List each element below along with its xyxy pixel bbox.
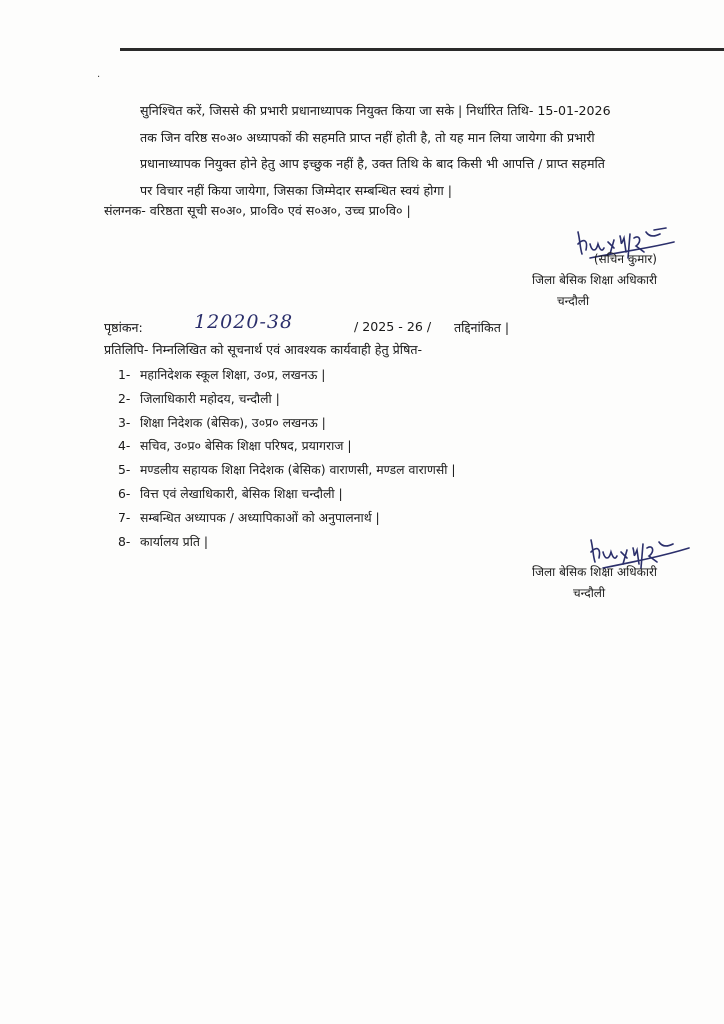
list-item-number: 8-: [118, 533, 131, 549]
list-item-text: वित्त एवं लेखाधिकारी, बेसिक शिक्षा चन्दौली |: [140, 485, 343, 501]
officer-place: चन्दौली: [573, 586, 606, 600]
margin-mark: ·: [97, 72, 101, 83]
signature-block-1: [532, 249, 657, 312]
list-item-text: कार्यालय प्रति |: [140, 533, 209, 549]
reference-label: पृष्ठांकन:: [104, 320, 143, 335]
list-item: [118, 509, 456, 533]
list-item: [118, 390, 456, 414]
body-paragraph: [140, 98, 680, 204]
attachment-line: संलग्नक- वरिष्ठता सूची स०अ०, प्रा०वि० एवं स०अ०, उच्च प्रा०वि० |: [104, 203, 411, 218]
list-item-number: 1-: [118, 367, 131, 382]
list-item: [118, 485, 456, 509]
paragraph-line: सुनिश्चित करें, जिससे की प्रभारी प्रधानाध्यापक नियुक्त किया जा सके | निर्धारित तिथि- 15-01-2026: [140, 103, 611, 118]
list-item-number: 3-: [118, 414, 131, 430]
paragraph-line: प्रधानाध्यापक नियुक्त होने हेतु आप इच्छुक नहीं है, उक्त तिथि के बाद किसी भी आपत्ति / प्राप्त सहमति: [140, 156, 605, 171]
reference-year: / 2025 - 26 /: [354, 319, 432, 334]
list-item-number: 5-: [118, 462, 131, 478]
list-item: [118, 461, 456, 485]
officer-name: (सचिन कुमार): [593, 252, 657, 266]
top-border-line: [120, 48, 724, 51]
list-item-number: 4-: [118, 438, 131, 454]
list-item-number: 2-: [118, 390, 131, 406]
list-item-number: 6-: [118, 485, 131, 501]
paragraph-line: पर विचार नहीं किया जायेगा, जिसका जिम्मेदार सम्बन्धित स्वयं होगा |: [140, 182, 452, 198]
list-item: [118, 366, 456, 390]
list-item-text: मण्डलीय सहायक शिक्षा निदेशक (बेसिक) वाराणसी, मण्डल वाराणसी |: [140, 462, 456, 478]
copy-heading: प्रतिलिपि- निम्नलिखित को सूचनार्थ एवं आवश्यक कार्यवाही हेतु प्रेषित-: [104, 342, 423, 357]
paragraph-line: तक जिन वरिष्ठ स०अ० अध्यापकों की सहमति प्राप्त नहीं होती है, तो यह मान लिया जायेगा की प्रभारी: [140, 129, 595, 145]
list-item-text: जिलाधिकारी महोदय, चन्दौली |: [140, 390, 280, 406]
list-item-number: 7-: [118, 509, 131, 525]
officer-place: चन्दौली: [557, 294, 590, 308]
copy-recipient-list: [118, 366, 456, 556]
list-item: [118, 533, 456, 557]
list-item: [118, 437, 456, 461]
list-item: [118, 414, 456, 438]
officer-designation: जिला बेसिक शिक्षा अधिकारी: [532, 273, 657, 287]
reference-number-handwritten: 12020-38: [194, 311, 294, 333]
list-item-text: महानिदेशक स्कूल शिक्षा, उ०प्र, लखनऊ |: [140, 367, 326, 382]
reference-line: [104, 313, 624, 337]
list-item-text: सम्बन्धित अध्यापक / अध्यापिकाओं को अनुपालनार्थ |: [140, 509, 380, 525]
list-item-text: शिक्षा निदेशक (बेसिक), उ०प्र० लखनऊ |: [140, 414, 326, 430]
officer-designation: जिला बेसिक शिक्षा अधिकारी: [532, 565, 657, 579]
signature-block-2: [532, 562, 657, 604]
reference-tadinankit: तद्दिनांकित |: [454, 320, 510, 335]
list-item-text: सचिव, उ०प्र० बेसिक शिक्षा परिषद, प्रयागराज |: [140, 438, 352, 454]
